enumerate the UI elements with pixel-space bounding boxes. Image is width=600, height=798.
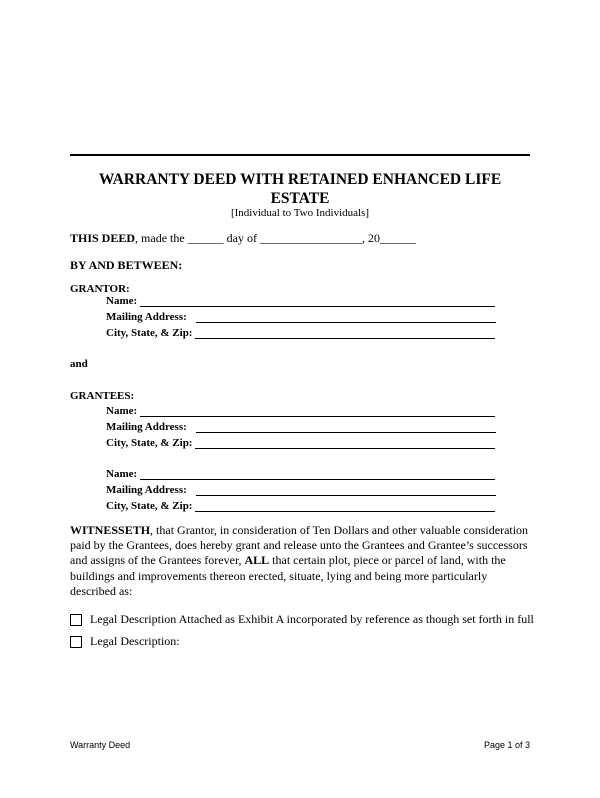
grantee-1-mailing-label: Mailing Address: (106, 421, 187, 433)
grantee-2-mailing-row (106, 484, 496, 496)
witnesseth-text-1: , that Grantor, in consideration of Ten Dollars and other valuable consideration paid by the Grantees, does hereby grant and release unto the Grantees and Grantee’s successors and assigns of the Grantees forever, (70, 523, 529, 568)
grantees-heading: GRANTEES: (70, 390, 135, 402)
grantee-1-mailing-row (106, 421, 496, 433)
grantee-2-city-label: City, State, & Zip: (106, 500, 193, 512)
exhibit-checkbox[interactable] (70, 614, 82, 626)
legal-description-label: Legal Description: (90, 634, 180, 648)
document-subtitle: [Individual to Two Individuals] (230, 207, 370, 219)
exhibit-option-label: Legal Description Attached as Exhibit A incorporated by reference as though set forth in full (90, 612, 534, 626)
deed-date-line (70, 231, 416, 246)
legal-description-checkbox[interactable] (70, 636, 82, 648)
grantee-2-city-field[interactable] (195, 501, 495, 512)
grantor-mailing-field[interactable] (196, 312, 496, 323)
grantee-1-city-field[interactable] (195, 438, 495, 449)
grantor-heading: GRANTOR: (70, 283, 130, 295)
deed-lead: THIS DEED (70, 231, 136, 245)
witnesseth-paragraph (70, 523, 532, 599)
exhibit-option (70, 612, 534, 627)
grantor-name-field[interactable] (140, 296, 495, 307)
deed-date-text: , made the ______ day of _________________, 20______ (135, 231, 416, 245)
grantee-2-name-field[interactable] (140, 469, 495, 480)
grantor-mailing-row (106, 311, 496, 323)
grantor-city-row (106, 327, 495, 339)
grantee-2-name-row (106, 468, 495, 480)
witnesseth-text-2: that certain plot, piece or parcel of land, with the buildings and improvements thereon erected, situate, lying and being more particularly described as: (70, 553, 506, 598)
grantee-2-mailing-field[interactable] (196, 485, 496, 496)
grantee-1-name-label: Name: (106, 405, 138, 417)
footer-document-name: Warranty Deed (70, 740, 131, 750)
legal-description-option (70, 634, 180, 649)
grantor-city-label: City, State, & Zip: (106, 327, 193, 339)
grantor-name-label: Name: (106, 295, 138, 307)
grantee-1-mailing-field[interactable] (196, 422, 496, 433)
footer-page-number: Page 1 of 3 (483, 740, 530, 750)
grantor-name-row (106, 295, 495, 307)
header-rule (70, 154, 530, 156)
witnesseth-all: ALL (244, 553, 270, 568)
witnesseth-lead: WITNESSETH (70, 523, 151, 537)
document-title: WARRANTY DEED WITH RETAINED ENHANCED LIFE ESTATE (98, 171, 502, 207)
and-label: and (70, 358, 88, 370)
by-and-between-heading: BY AND BETWEEN: (70, 258, 183, 272)
grantee-2-mailing-label: Mailing Address: (106, 484, 187, 496)
grantee-1-name-field[interactable] (140, 406, 495, 417)
grantee-1-name-row (106, 405, 495, 417)
grantor-mailing-label: Mailing Address: (106, 311, 187, 323)
grantee-2-name-label: Name: (106, 468, 138, 480)
grantee-1-city-label: City, State, & Zip: (106, 437, 193, 449)
grantee-2-city-row (106, 500, 495, 512)
grantor-city-field[interactable] (195, 328, 495, 339)
grantee-1-city-row (106, 437, 495, 449)
